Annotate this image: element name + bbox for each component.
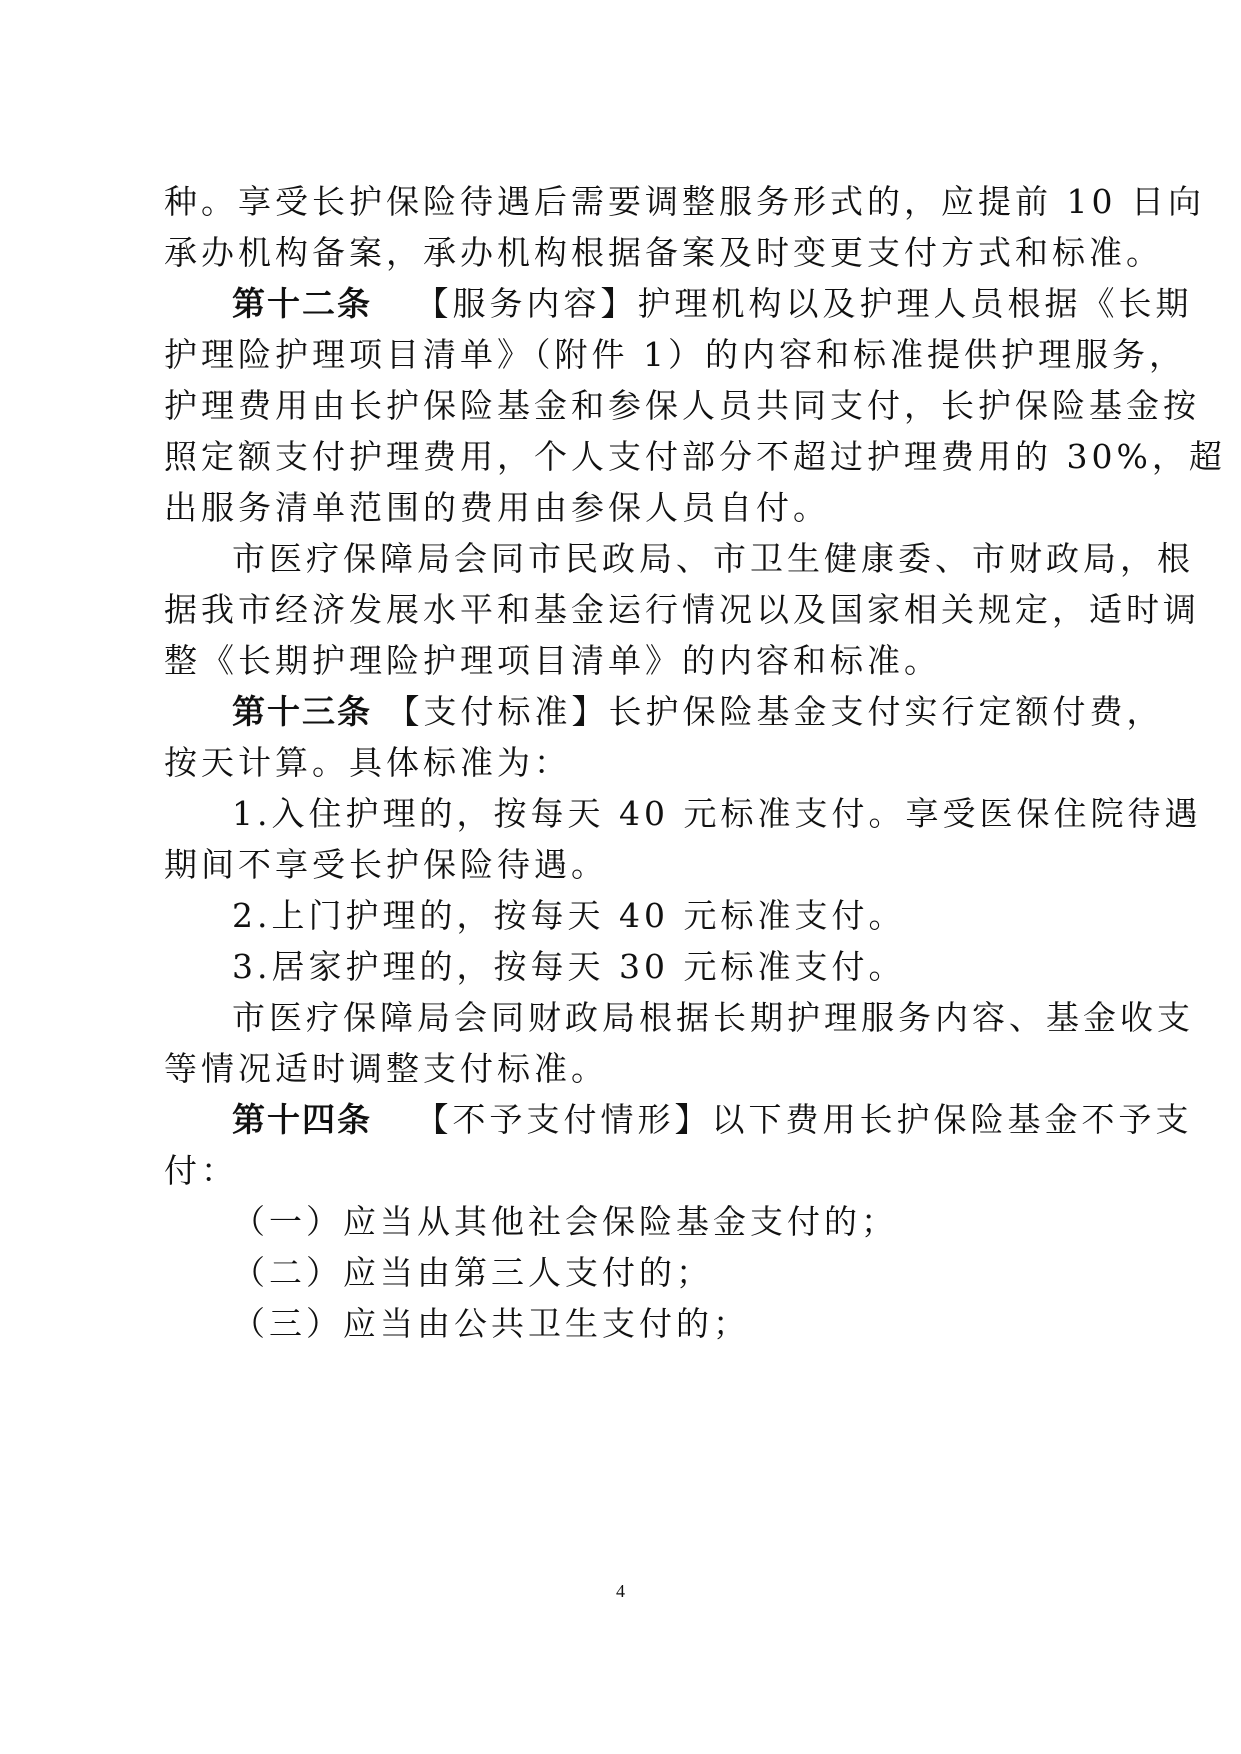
text-line: 期间不享受长护保险待遇。	[164, 845, 608, 884]
text-line: 种。享受长护保险待遇后需要调整服务形式的，应提前 10 日向	[164, 182, 1205, 221]
text-line: 护理费用由长护保险基金和参保人员共同支付，长护保险基金按	[164, 386, 1200, 425]
text-line: 付：	[164, 1151, 238, 1190]
text-line: 3.居家护理的，按每天 30 元标准支付。	[232, 947, 906, 986]
text-line: 护理险护理项目清单》（附件 1）的内容和标准提供护理服务，	[164, 335, 1186, 374]
list-item: （二）应当由第三人支付的；	[232, 1253, 713, 1292]
article-heading: 第十三条	[232, 692, 372, 731]
article-13-line: 第十三条 【支付标准】长护保险基金支付实行定额付费，	[232, 692, 1164, 731]
text-line: 承办机构备案，承办机构根据备案及时变更支付方式和标准。	[164, 233, 1163, 272]
text-line: 出服务清单范围的费用由参保人员自付。	[164, 488, 830, 527]
text-line: 市医疗保障局会同市民政局、市卫生健康委、市财政局，根	[232, 539, 1194, 578]
list-item: （一）应当从其他社会保险基金支付的；	[232, 1202, 898, 1241]
text-line: 据我市经济发展水平和基金运行情况以及国家相关规定，适时调	[164, 590, 1200, 629]
text-line: 等情况适时调整支付标准。	[164, 1049, 608, 1088]
page-number: 4	[616, 1581, 625, 1601]
text-line: 1.入住护理的，按每天 40 元标准支付。享受医保住院待遇	[232, 794, 1202, 833]
text-line: 整《长期护理险护理项目清单》的内容和标准。	[164, 641, 941, 680]
text-line: 照定额支付护理费用，个人支付部分不超过护理费用的 30%，超	[164, 437, 1226, 476]
article-heading: 第十四条	[232, 1100, 372, 1139]
article-heading: 第十二条	[232, 284, 372, 323]
article-14-line: 第十四条 【不予支付情形】以下费用长护保险基金不予支	[232, 1100, 1193, 1139]
text-line: 市医疗保障局会同财政局根据长期护理服务内容、基金收支	[232, 998, 1194, 1037]
list-item: （三）应当由公共卫生支付的；	[232, 1304, 750, 1343]
text-line: 按天计算。具体标准为：	[164, 743, 571, 782]
text-line: 2.上门护理的，按每天 40 元标准支付。	[232, 896, 906, 935]
article-12-line: 第十二条 【服务内容】护理机构以及护理人员根据《长期	[232, 284, 1193, 323]
